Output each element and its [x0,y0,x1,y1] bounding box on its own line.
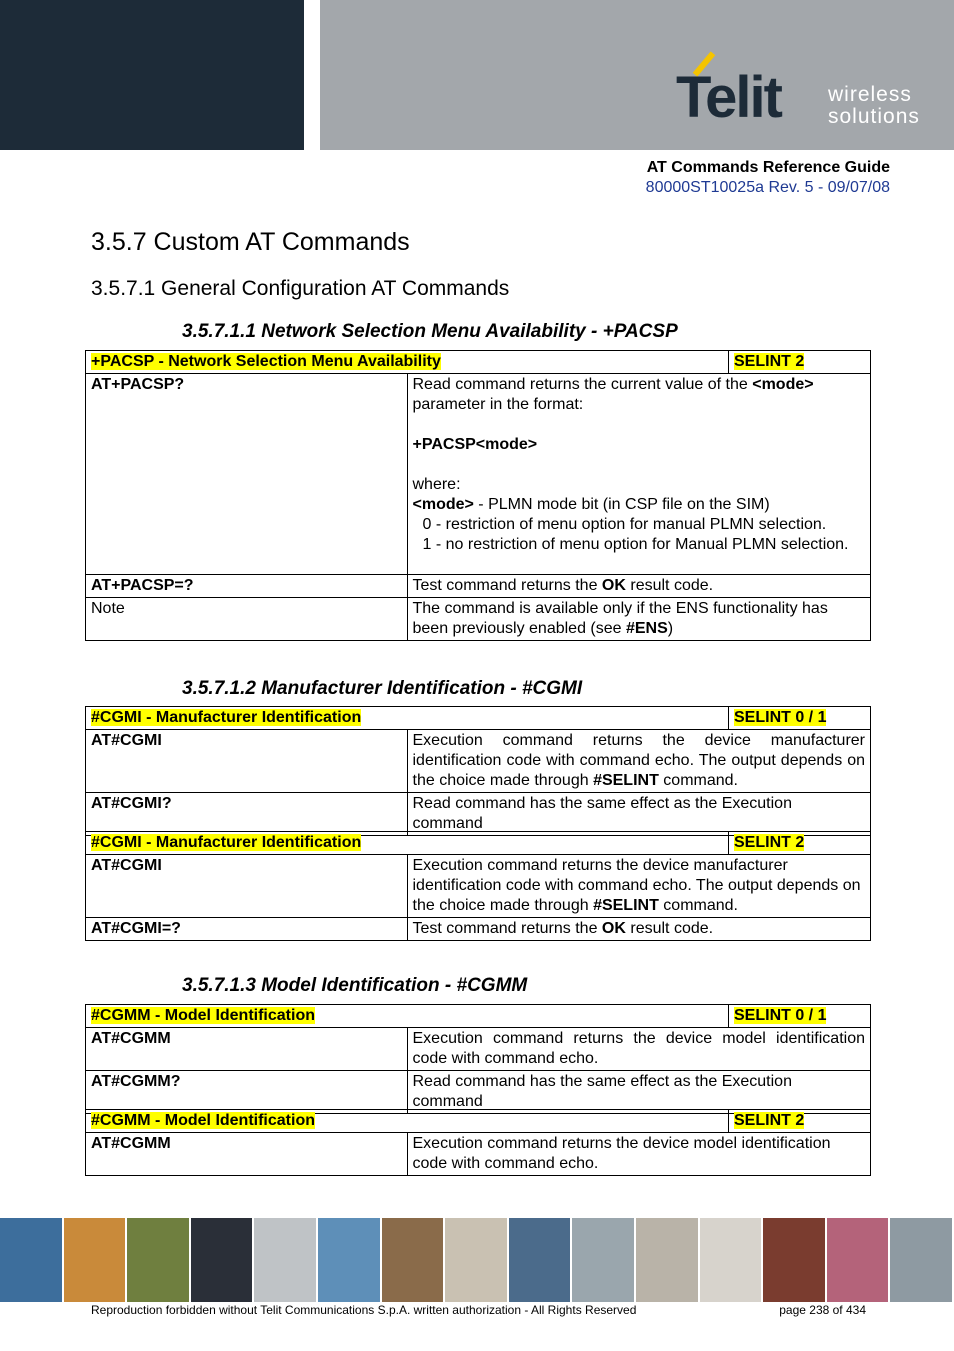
footer-photo-tile [445,1218,507,1302]
footer-photo-tile [890,1218,952,1302]
cmd-cell: AT#CGMI=? [86,918,408,941]
footer-photo-tile [254,1218,316,1302]
logo-wordmark: Telit [676,65,781,130]
cgmi-table-1 [85,706,871,836]
desc-cell: Execution command returns the device model identification code with command echo. [407,1133,871,1176]
desc-cell: Execution command returns the device model identification code with command echo. [407,1028,871,1071]
footer-photo-tile [382,1218,444,1302]
table-title-cell: #CGMM - Model Identification [86,1110,729,1133]
table-title-cell: #CGMI - Manufacturer Identification [86,707,729,730]
heading-pacsp: 3.5.7.1.1 Network Selection Menu Availability - +PACSP [182,321,678,342]
heading-3-5-7: 3.5.7 Custom AT Commands [91,228,410,256]
footer-photo-strip [0,1218,954,1302]
cmd-cell: AT+PACSP=? [86,575,408,598]
desc-cell: Read command has the same effect as the Execution command [407,793,871,836]
header-dark-panel [0,0,304,150]
cmd-cell: AT#CGMM [86,1133,408,1176]
footer-photo-tile [636,1218,698,1302]
cgmm-table-2 [85,1109,871,1176]
cgmm-table-1 [85,1004,871,1114]
logo-tagline [828,84,920,128]
desc-cell: Read command has the same effect as the Execution command [407,1071,871,1114]
footer-photo-tile [572,1218,634,1302]
table-title-cell: #CGMM - Model Identification [86,1005,729,1028]
footer-photo-tile [127,1218,189,1302]
footer-photo-tile [0,1218,62,1302]
cmd-cell: AT+PACSP? [86,374,408,575]
selint-cell: SELINT 2 [729,832,871,855]
footer-photo-tile [827,1218,889,1302]
selint-cell: SELINT 0 / 1 [729,1005,871,1028]
desc-cell: Test command returns the OK result code. [407,918,871,941]
footer-photo-tile [509,1218,571,1302]
page-number: page 238 of 434 [779,1303,866,1317]
cgmi-table-2 [85,831,871,941]
selint-cell: SELINT 2 [729,1110,871,1133]
logo-tagline-line1: wireless [828,83,912,106]
cmd-cell: AT#CGMM? [86,1071,408,1114]
heading-3-5-7-1: 3.5.7.1 General Configuration AT Commands [91,277,510,300]
selint-cell: SELINT 0 / 1 [729,707,871,730]
cmd-cell: AT#CGMI [86,855,408,918]
guide-title: AT Commands Reference Guide [646,159,890,176]
table-title-cell: +PACSP - Network Selection Menu Availability [86,351,729,374]
heading-cgmm: 3.5.7.1.3 Model Identification - #CGMM [182,975,528,996]
note-desc-cell: The command is available only if the ENS functionality has been previously enabled (see #ENS) [407,598,871,641]
pacsp-table [85,350,871,641]
footer-photo-tile [700,1218,762,1302]
table-title-cell: #CGMI - Manufacturer Identification [86,832,729,855]
telit-logo [676,48,936,138]
doc-reference: 80000ST10025a Rev. 5 - 09/07/08 [645,179,890,196]
footer-photo-tile [763,1218,825,1302]
logo-tagline-line2: solutions [828,105,920,128]
footer-photo-tile [191,1218,253,1302]
desc-cell: Execution command returns the device manufacturer identification code with command echo. The output depends on the choice made through #SELINT command. [407,730,871,793]
footer-photo-tile [318,1218,380,1302]
footer-copyright: Reproduction forbidden without Telit Communications S.p.A. written authorization - All Rights Reserved [91,1303,637,1317]
cmd-cell: AT#CGMI [86,730,408,793]
desc-cell: Execution command returns the device manufacturer identification code with command echo. The output depends on the choice made through #SELINT command. [407,855,871,918]
cmd-cell: AT#CGMI? [86,793,408,836]
cmd-cell: AT#CGMM [86,1028,408,1071]
heading-cgmi: 3.5.7.1.2 Manufacturer Identification - #CGMI [182,678,583,699]
desc-cell: Test command returns the OK result code. [407,575,871,598]
selint-cell: SELINT 2 [729,351,871,374]
desc-cell: Read command returns the current value of the <mode> parameter in the format: +PACSP<mode> where: <mode> - PLMN mode bit (in CSP file on the SIM) 0 - restriction of menu option for manual PLMN selection. 1 - no restriction of menu option for Manual PLMN selection. [407,374,871,575]
note-label-cell: Note [86,598,408,641]
footer-photo-tile [64,1218,126,1302]
